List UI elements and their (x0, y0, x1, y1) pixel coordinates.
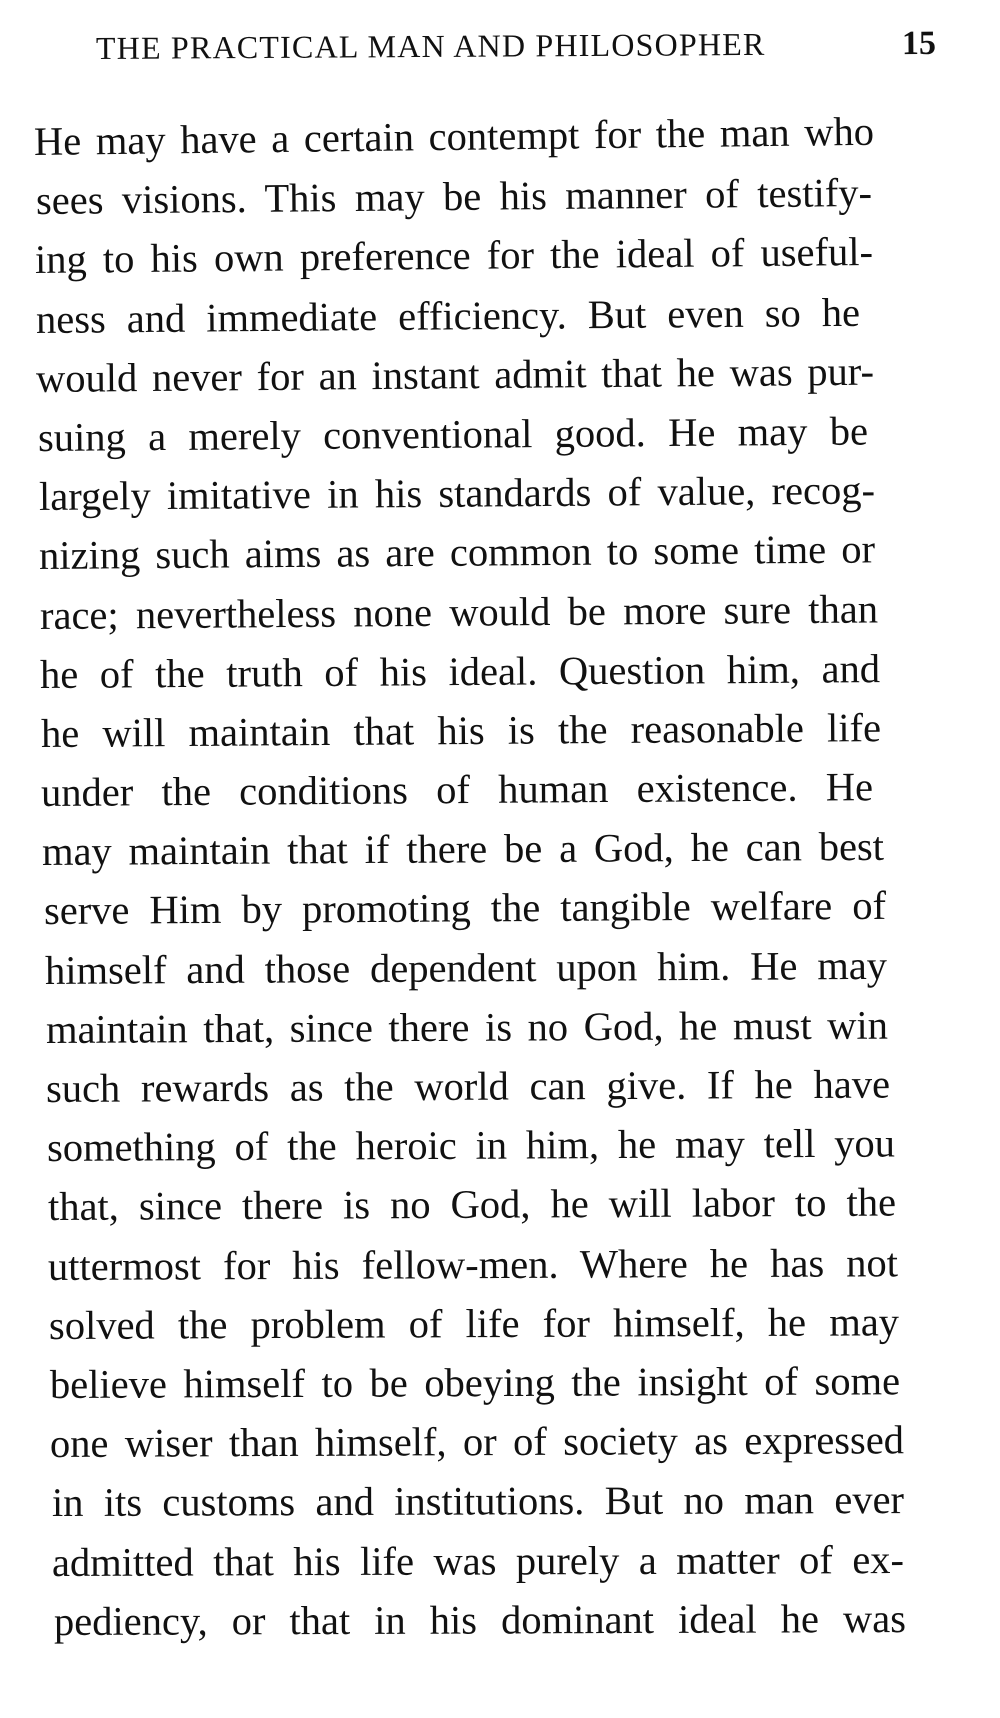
running-title: THE PRACTICAL MAN AND PHILOSOPHER (95, 25, 766, 66)
text-line: He may have a certain contempt for the man who (33, 108, 875, 164)
text-line: sees visions. This may be his manner of testify- (35, 170, 873, 224)
text-line: pediency, or that in his dominant ideal he was (53, 1595, 907, 1644)
text-line: such rewards as the world can give. If he have (45, 1061, 891, 1111)
text-line: believe himself to be obeying the insight of some (49, 1358, 901, 1407)
text-line: solved the problem of life for himself, he may (48, 1299, 900, 1348)
text-line: largely imitative in his standards of value, recog- (38, 467, 876, 520)
text-line: under the conditions of human existence. He (40, 764, 874, 816)
text-line: himself and those dependent upon him. He may (44, 942, 888, 993)
text-line: something of the heroic in him, he may tell you (46, 1120, 896, 1171)
text-line: admitted that his life was purely a matter of ex- (51, 1536, 905, 1585)
text-line: race; nevertheless none would be more sure than (39, 585, 879, 638)
text-line: nizing such aims as are common to some time or (38, 526, 876, 579)
running-head (96, 25, 936, 80)
text-line: in its customs and institutions. But no man ever (51, 1477, 905, 1526)
text-line: may maintain that if there be a God, he can best (41, 824, 885, 875)
text-line: uttermost for his fellow-men. Where he has not (47, 1239, 899, 1289)
text-line: ness and immediate efficiency. But even so he (35, 289, 861, 342)
text-line: suing a merely conventional good. He may be (37, 408, 869, 460)
text-line: serve Him by promoting the tangible welfare of (43, 883, 887, 934)
text-line: that, since there is no God, he will labor to the (47, 1179, 897, 1230)
text-line: he will maintain that his is the reasonable life (40, 705, 882, 756)
text-line: maintain that, since there is no God, he must win (45, 1002, 889, 1052)
text-line: ing to his own preference for the ideal of useful- (34, 229, 874, 283)
text-line: would never for an instant admit that he was pur- (35, 348, 875, 401)
text-line: one wiser than himself, or of society as expressed (49, 1417, 905, 1467)
page-number: 15 (901, 24, 937, 63)
text-line: he of the truth of his ideal. Question him, and (39, 645, 881, 697)
body-paragraph (30, 108, 990, 1651)
